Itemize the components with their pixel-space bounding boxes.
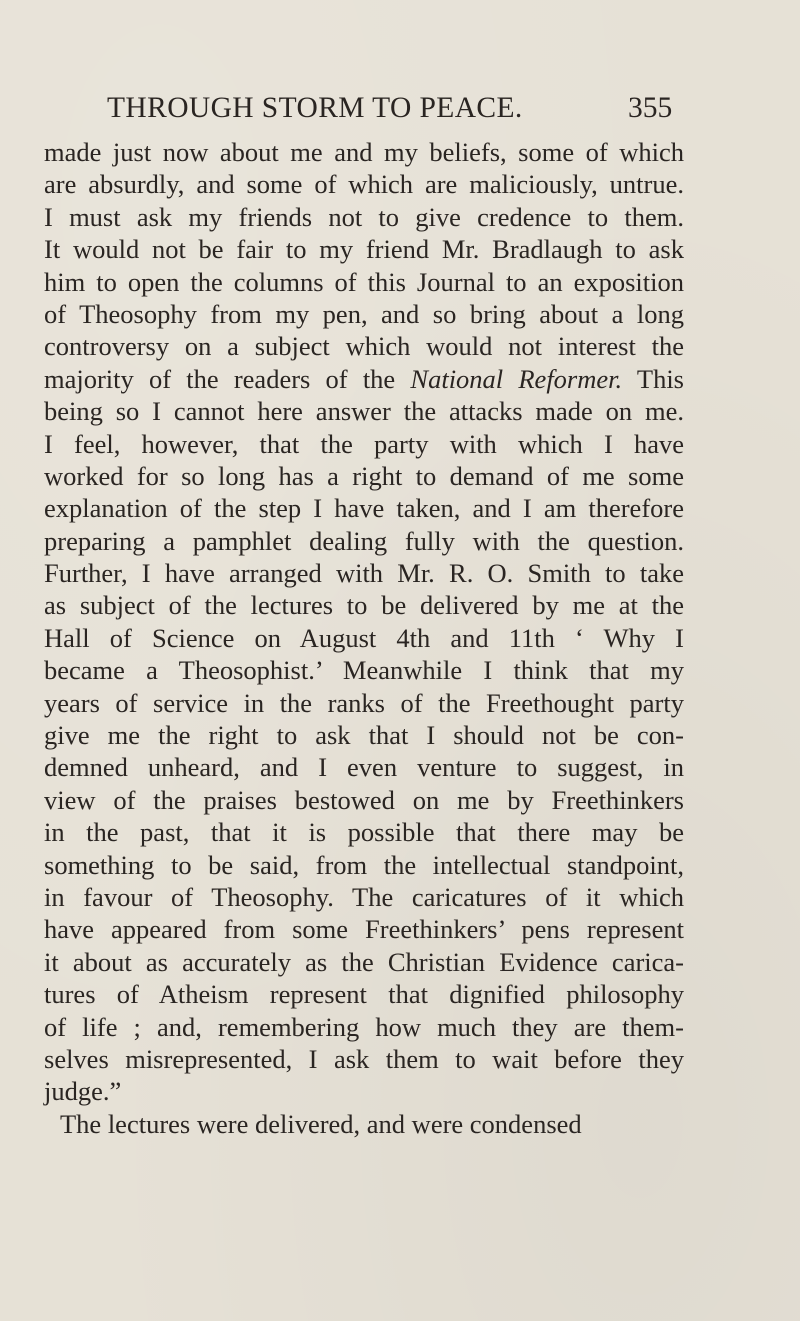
text-line: demned unheard, and I even venture to suggest, in	[44, 752, 684, 783]
text-line: being so I cannot here answer the attacks made on me.	[44, 396, 684, 427]
text-line: preparing a pamphlet dealing fully with the question.	[44, 525, 684, 556]
text-line-with-italic	[44, 363, 684, 395]
running-head-title: THROUGH STORM TO PEACE.	[107, 92, 523, 124]
text-line: are absurdly, and some of which are maliciously, untrue.	[44, 169, 684, 200]
text-segment: majority of the readers of the	[44, 363, 411, 394]
running-head	[0, 88, 800, 128]
text-line: view of the praises bestowed on me by Freethinkers	[44, 784, 684, 815]
text-line: give me the right to ask that I should not be con-	[44, 720, 684, 751]
text-line: it about as accurately as the Christian Evidence carica-	[44, 946, 684, 977]
periodical-title: National Reformer.	[410, 363, 623, 394]
text-line: in the past, that it is possible that there may be	[44, 817, 684, 848]
page-number: 355	[628, 92, 673, 124]
text-line: became a Theosophist.’ Meanwhile I think that my	[44, 655, 684, 686]
text-line: him to open the columns of this Journal to an exposition	[44, 266, 684, 297]
text-line: I feel, however, that the party with which I have	[44, 428, 684, 459]
text-line: of life ; and, remembering how much they are them-	[44, 1011, 684, 1042]
text-segment: This	[622, 363, 684, 394]
text-line: something to be said, from the intellectual standpoint,	[44, 849, 684, 880]
text-line: I must ask my friends not to give credence to them.	[44, 201, 684, 232]
text-line: have appeared from some Freethinkers’ pens represent	[44, 914, 684, 945]
body-text	[44, 136, 684, 1140]
text-line: selves misrepresented, I ask them to wait before they	[44, 1043, 684, 1074]
text-line: of Theosophy from my pen, and so bring about a long	[44, 298, 684, 329]
text-line: It would not be fair to my friend Mr. Bradlaugh to ask	[44, 234, 684, 265]
text-line: years of service in the ranks of the Freethought party	[44, 687, 684, 718]
text-line: as subject of the lectures to be delivered by me at the	[44, 590, 684, 621]
text-line: controversy on a subject which would not interest the	[44, 331, 684, 362]
text-line: tures of Atheism represent that dignified philosophy	[44, 979, 684, 1010]
text-line: worked for so long has a right to demand of me some	[44, 460, 684, 491]
text-line: made just now about me and my beliefs, some of which	[44, 137, 684, 167]
text-line: Hall of Science on August 4th and 11th ‘ Why I	[44, 622, 684, 653]
text-line: explanation of the step I have taken, and I am therefore	[44, 493, 684, 524]
text-line: judge.”	[44, 1076, 122, 1107]
text-line: Further, I have arranged with Mr. R. O. Smith to take	[44, 558, 684, 589]
text-line: The lectures were delivered, and were condensed	[60, 1108, 582, 1139]
text-line: in favour of Theosophy. The caricatures of it which	[44, 881, 684, 912]
